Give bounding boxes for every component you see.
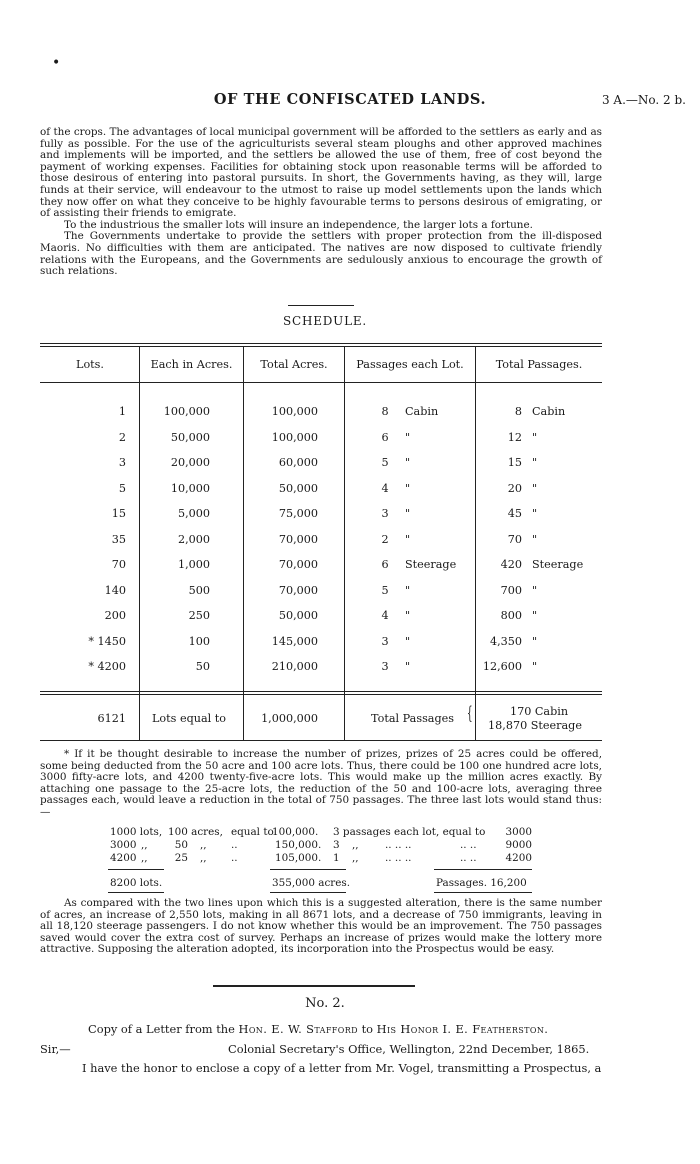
row-each-acres: 100,000 <box>163 405 210 418</box>
row-each-acres: 1,000 <box>177 558 210 571</box>
row-lots: 2 <box>118 431 126 444</box>
row-total-acres: 100,000 <box>271 405 318 418</box>
alt-passage-total: 4200 <box>505 852 532 864</box>
letter-address: Colonial Secretary's Office, Wellington, 22nd December, 1865. <box>228 1042 590 1056</box>
row-passages-class: " <box>405 635 411 648</box>
footnote <box>40 749 602 819</box>
alt-equal: equal to <box>231 826 274 838</box>
table-top-rule <box>40 346 602 347</box>
row-total-passages-count: 12 <box>507 431 522 444</box>
alt-total-acres: 150,000. <box>275 839 322 851</box>
row-total-passages-count: 420 <box>500 558 522 571</box>
total-acres: 1,000,000 <box>261 712 318 725</box>
alt-passage-total: 3000 <box>505 826 532 838</box>
row-passages-class: " <box>405 660 411 673</box>
dots: .. <box>231 839 238 851</box>
alt-total-acres: 100,000. <box>272 826 319 838</box>
caption-text: to <box>361 1022 374 1036</box>
row-passages-count: 8 <box>381 405 389 418</box>
column-divider <box>139 346 140 740</box>
row-passages-count: 5 <box>381 584 389 597</box>
row-each-acres: 500 <box>188 584 210 597</box>
document-reference: 3 A.—No. 2 b. <box>601 93 686 107</box>
row-total-passages-class: " <box>532 584 538 597</box>
row-total-acres: 60,000 <box>278 456 318 469</box>
alt-passage-total: 9000 <box>505 839 532 851</box>
row-total-passages-class: " <box>532 660 538 673</box>
column-divider <box>475 346 476 740</box>
dots: .. .. <box>460 839 477 851</box>
row-passages-count: 4 <box>381 609 389 622</box>
ditto-mark: ,, <box>352 839 359 851</box>
sum-rule <box>108 869 164 870</box>
column-header-total-passages: Total Passages. <box>495 358 583 371</box>
row-each-acres: 2,000 <box>177 533 210 546</box>
alt-acres: 100 acres, <box>168 826 223 838</box>
row-passages-count: 5 <box>381 456 389 469</box>
row-total-acres: 100,000 <box>271 431 318 444</box>
alt-total-passages: Passages. 16,200 <box>436 877 527 889</box>
row-each-acres: 5,000 <box>177 507 210 520</box>
ditto-mark: ,, <box>200 852 207 864</box>
section-rule <box>213 985 415 987</box>
row-passages-class: " <box>405 507 411 520</box>
table-bottom-rule <box>40 740 602 741</box>
separator-rule <box>288 305 354 306</box>
column-header-lots: Lots. <box>76 358 104 371</box>
sum-rule <box>434 892 532 893</box>
row-lots: 3 <box>118 456 126 469</box>
row-total-passages-class: " <box>532 635 538 648</box>
alt-passages: 1 <box>333 852 340 864</box>
row-total-passages-count: 12,600 <box>482 660 522 673</box>
row-total-passages-count: 70 <box>507 533 522 546</box>
ditto-mark: ,, <box>352 852 359 864</box>
total-steerage-passages: 18,870 Steerage <box>488 719 582 732</box>
caption-text: Copy of a Letter from the <box>88 1022 235 1036</box>
row-passages-count: 3 <box>381 660 389 673</box>
column-header-each-acres: Each in Acres. <box>150 358 233 371</box>
alt-lots: 3000 <box>110 839 137 851</box>
row-total-passages-class: " <box>532 482 538 495</box>
row-total-acres: 70,000 <box>278 584 318 597</box>
intro-paragraph: The Governments undertake to provide the settlers with proper protection from the ill-disposed Maoris. No difficulties with them are anticipated. The natives are now disposed to cultivate friendly relations with the Europeans, and the Governments are sedulously anxious to encourage the growth of such relations. <box>40 230 602 278</box>
row-passages-class: " <box>405 584 411 597</box>
row-total-passages-class: " <box>532 431 538 444</box>
brace: { <box>466 703 473 724</box>
row-lots: 5 <box>118 482 126 495</box>
table-total-rule <box>40 694 602 695</box>
row-total-acres: 70,000 <box>278 533 318 546</box>
ditto-mark: ,, <box>141 839 148 851</box>
column-divider <box>243 346 244 740</box>
row-lots: 15 <box>111 507 126 520</box>
row-total-passages-count: 45 <box>507 507 522 520</box>
intro-text <box>40 127 602 278</box>
alt-acres: 50 <box>174 839 188 851</box>
row-passages-class: Steerage <box>405 558 457 571</box>
sum-rule <box>270 892 346 893</box>
dots: .. .. .. <box>385 852 412 864</box>
comparison-text <box>40 898 602 956</box>
table-top-rule <box>40 343 602 344</box>
column-header-total-acres: Total Acres. <box>260 358 328 371</box>
row-total-acres: 75,000 <box>278 507 318 520</box>
salutation: Sir,— <box>40 1042 71 1056</box>
row-lots: 70 <box>111 558 126 571</box>
row-total-passages-class: Cabin <box>532 405 566 418</box>
alt-passages: 3 passages each lot, equal to <box>333 826 486 838</box>
row-each-acres: 50 <box>195 660 210 673</box>
row-passages-count: 2 <box>381 533 389 546</box>
sum-rule <box>270 869 346 870</box>
column-divider <box>344 346 345 740</box>
row-total-passages-count: 8 <box>514 405 522 418</box>
dots: .. .. .. <box>385 839 412 851</box>
dots: .. <box>231 852 238 864</box>
letter-number: No. 2. <box>305 996 345 1011</box>
alt-total-lots: 8200 lots. <box>110 877 163 889</box>
caption-sender: Hon. E. W. Stafford <box>238 1022 358 1036</box>
intro-paragraph: of the crops. The advantages of local municipal government will be afforded to the settlers as early and as fully as possible. For the use of the agriculturists several steam ploughs and other approved machines and implements will be imported, and the settlers be allowed the use of them, free of cost beyond the payment of working expenses. Facilities for obtaining stock upon reasonable terms will be afforded to those desirous of entering into pastoral pursuits. In short, the Governments having, as they will, large funds at their service, will endeavour to the utmost to raise up model settlements upon the lands which they now offer on what they conceive to be highly favourable terms to persons desirous of emigrating, or of assisting their friends to emigrate. <box>40 126 602 220</box>
row-total-passages-count: 800 <box>500 609 522 622</box>
row-lots: 200 <box>104 609 126 622</box>
row-total-passages-class: " <box>532 609 538 622</box>
row-passages-count: 3 <box>381 507 389 520</box>
row-total-passages-count: 15 <box>507 456 522 469</box>
row-lots: * 1450 <box>88 635 126 648</box>
row-passages-class: " <box>405 431 411 444</box>
row-total-passages-count: 4,350 <box>489 635 522 648</box>
ditto-mark: ,, <box>141 852 148 864</box>
alt-lots: 4200 <box>110 852 137 864</box>
row-each-acres: 10,000 <box>170 482 210 495</box>
row-total-acres: 50,000 <box>278 482 318 495</box>
column-header-passages-each-lot: Passages each Lot. <box>356 358 464 371</box>
row-total-acres: 70,000 <box>278 558 318 571</box>
page-title: OF THE CONFISCATED LANDS. <box>213 91 487 108</box>
total-cabin-passages: 170 Cabin <box>509 705 569 718</box>
table-total-rule <box>40 691 602 692</box>
alt-passages: 3 <box>333 839 340 851</box>
alt-acres: 25 <box>174 852 188 864</box>
sum-rule <box>108 892 164 893</box>
dots: .. .. <box>460 852 477 864</box>
row-total-passages-class: " <box>532 507 538 520</box>
row-passages-count: 4 <box>381 482 389 495</box>
intro-paragraph: To the industrious the smaller lots will insure an independence, the larger lots a fortune. <box>64 218 533 231</box>
letter-opening: I have the honor to enclose a copy of a letter from Mr. Vogel, transmitting a Prospectus, a <box>82 1061 602 1075</box>
total-passages-label: Total Passages <box>371 712 454 725</box>
row-passages-class: " <box>405 482 411 495</box>
ditto-mark: ,, <box>200 839 207 851</box>
row-total-passages-count: 20 <box>507 482 522 495</box>
row-passages-class: " <box>405 456 411 469</box>
total-each-label: Lots equal to <box>152 712 226 725</box>
row-total-acres: 145,000 <box>271 635 318 648</box>
row-passages-class: " <box>405 533 411 546</box>
row-total-passages-class: Steerage <box>532 558 584 571</box>
row-passages-class: " <box>405 609 411 622</box>
row-each-acres: 50,000 <box>170 431 210 444</box>
caption-recipient: His Honor I. E. Featherston. <box>376 1022 549 1036</box>
table-header-rule <box>40 382 602 383</box>
row-passages-class: Cabin <box>405 405 439 418</box>
alt-lots: 1000 lots, <box>110 826 163 838</box>
row-total-passages-class: " <box>532 533 538 546</box>
row-total-passages-count: 700 <box>500 584 522 597</box>
letter-caption <box>88 1022 548 1036</box>
row-lots: 140 <box>104 584 126 597</box>
total-lots: 6121 <box>97 712 126 725</box>
row-each-acres: 20,000 <box>170 456 210 469</box>
alt-total-acres-sum: 355,000 acres. <box>272 877 351 889</box>
alt-total-acres: 105,000. <box>275 852 322 864</box>
footnote-text: * If it be thought desirable to increase the number of prizes, prizes of 25 acres could be offered, some being deducted from the 50 acre and 100 acre lots. Thus, there could be 100 one hundred acre lots, 3000 fifty-acre lots, and 4200 twenty-five-acre lots. This would make up the million acres exactly. By attaching one passage to the 25-acre lots, the reduction of the 50 and 100-acre lots, averaging three passages each, would leave a reduction in the total of 750 passages. The three last lots would stand thus:— <box>40 748 602 818</box>
row-total-passages-class: " <box>532 456 538 469</box>
schedule-title: SCHEDULE. <box>282 314 368 328</box>
sum-rule <box>434 869 532 870</box>
row-each-acres: 100 <box>188 635 210 648</box>
page-mark: • <box>52 55 61 71</box>
row-passages-count: 6 <box>381 431 389 444</box>
row-total-acres: 50,000 <box>278 609 318 622</box>
row-passages-count: 6 <box>381 558 389 571</box>
row-lots: 1 <box>118 405 126 418</box>
row-lots: 35 <box>111 533 126 546</box>
row-total-acres: 210,000 <box>271 660 318 673</box>
row-each-acres: 250 <box>188 609 210 622</box>
comparison-paragraph: As compared with the two lines upon which this is a suggested alteration, there is the same number of acres, an increase of 2,550 lots, making in all 8671 lots, and a decrease of 750 immigrants, leaving in all 18,120 steerage passengers. I do not know whether this would be an improvement. The 750 passages saved would cover the extra cost of survey. Perhaps an increase of prizes would make the lottery more attractive. Supposing the alteration adopted, its incorporation into the Prospectus would be easy. <box>40 897 602 956</box>
row-passages-count: 3 <box>381 635 389 648</box>
row-lots: * 4200 <box>88 660 126 673</box>
